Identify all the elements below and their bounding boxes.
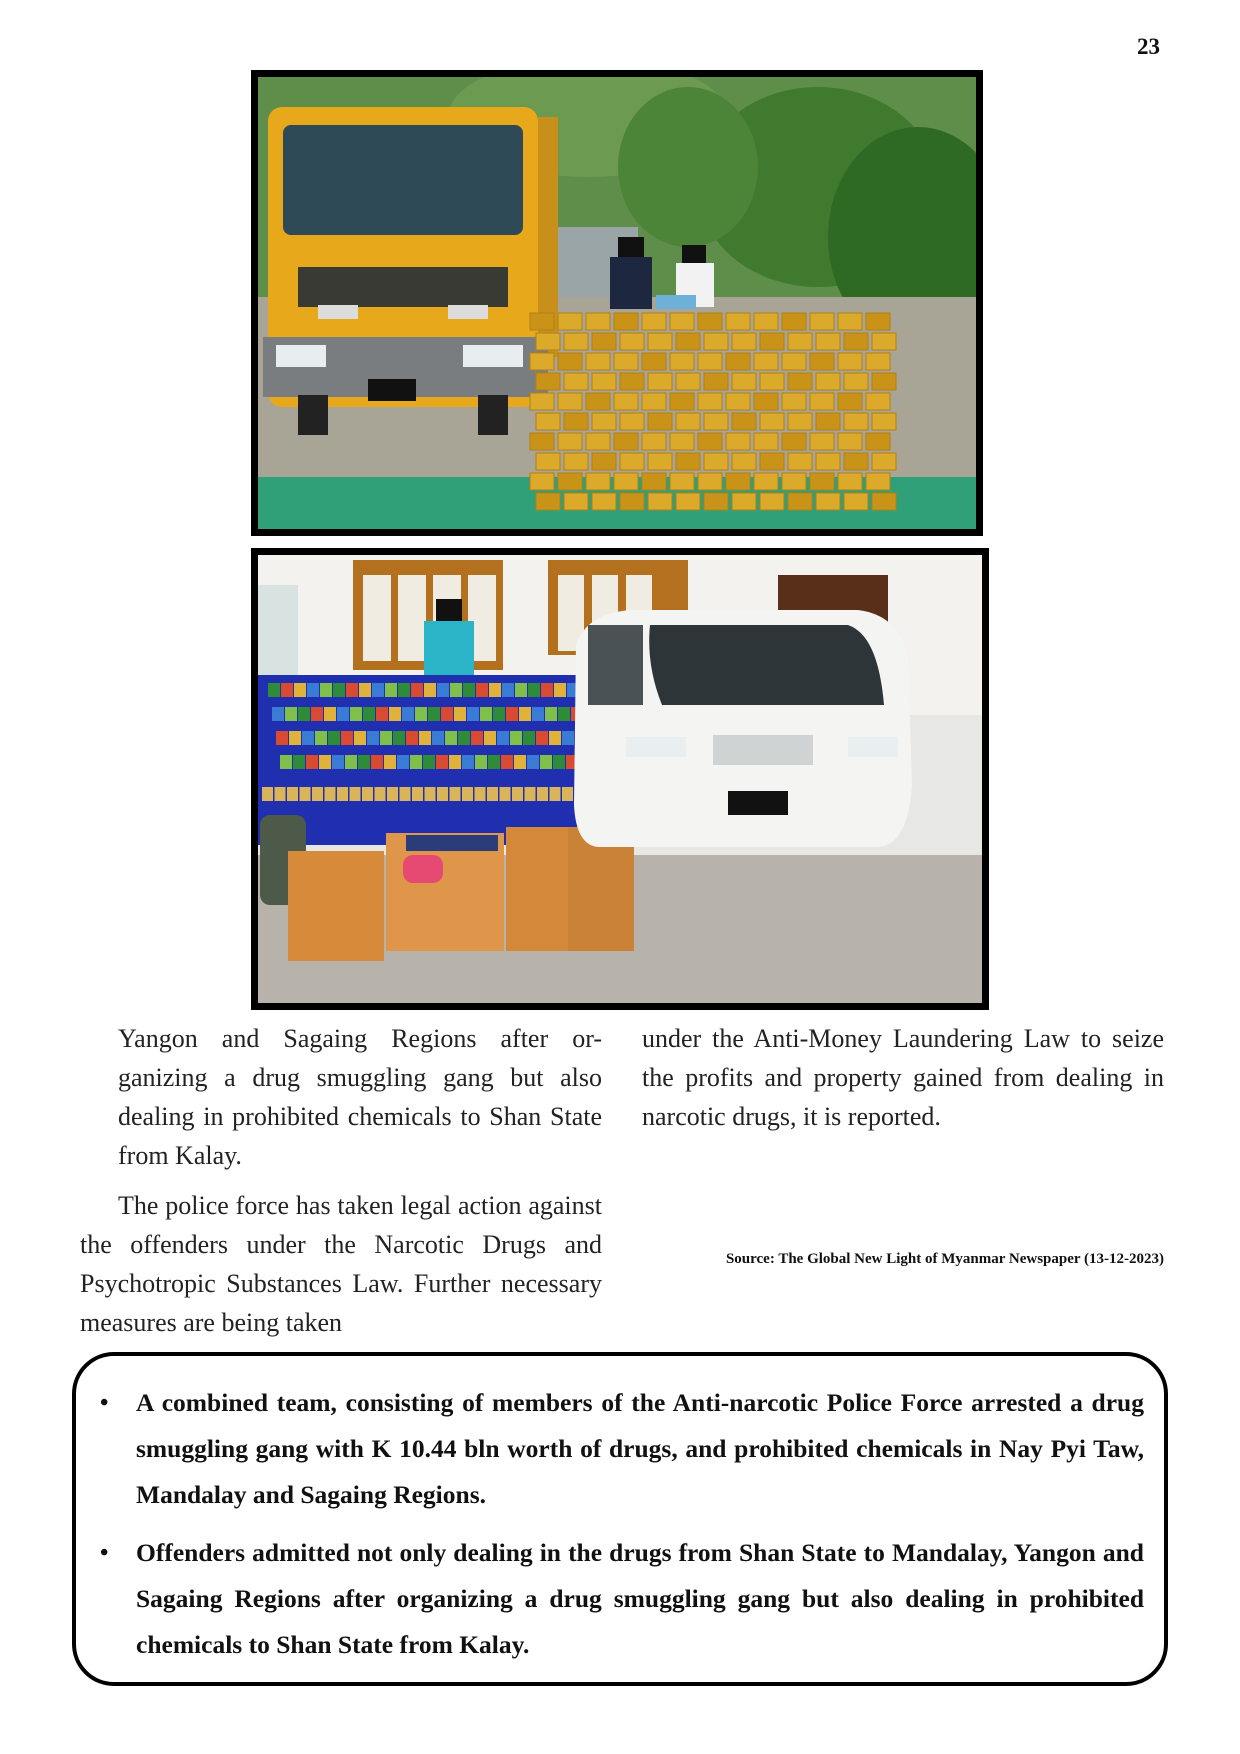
article-right-column [642,1019,1164,1136]
article-paragraph: Yangon and Sagaing Regions after or-ganizing a drug smuggling gang but also dealing in prohibited chemicals to Shan State from Kalay. [118,1024,602,1170]
seized-drugs-van-photo [251,548,989,1010]
summary-bullet-text: Offenders admitted not only dealing in the drugs from Shan State to Mandalay, Yangon and Sagaing Regions after organizing a drug smuggling gang but also dealing in prohibited chemicals to Shan State from Kalay. [136,1538,1144,1659]
article-left-column [80,1019,602,1342]
summary-bullet [100,1380,1144,1518]
source-citation: Source: The Global New Light of Myanmar Newspaper (13-12-2023) [725,1251,1164,1267]
summary-bullet [100,1530,1144,1668]
summary-box [72,1352,1168,1686]
summary-bullet-text: A combined team, consisting of members of the Anti-narcotic Police Force arrested a drug smuggling gang with K 10.44 bln worth of drugs, and prohibited chemicals in Nay Pyi Taw, Mandalay and Sagaing Regions. [136,1388,1144,1509]
bullet-icon: • [100,1390,109,1416]
bullet-icon: • [100,1540,109,1566]
article-paragraph: under the Anti-Money Laundering Law to seize the profits and property gained from dealing in narcotic drugs, it is reported. [642,1024,1164,1131]
page-number: 23 [1137,34,1160,59]
seized-drugs-truck-photo [251,70,983,536]
article-paragraph: The police force has taken legal action against the offenders under the Narcotic Drugs and Psychotropic Substances Law. Further necessary measures are being taken [80,1191,602,1337]
summary-list [100,1380,1144,1680]
